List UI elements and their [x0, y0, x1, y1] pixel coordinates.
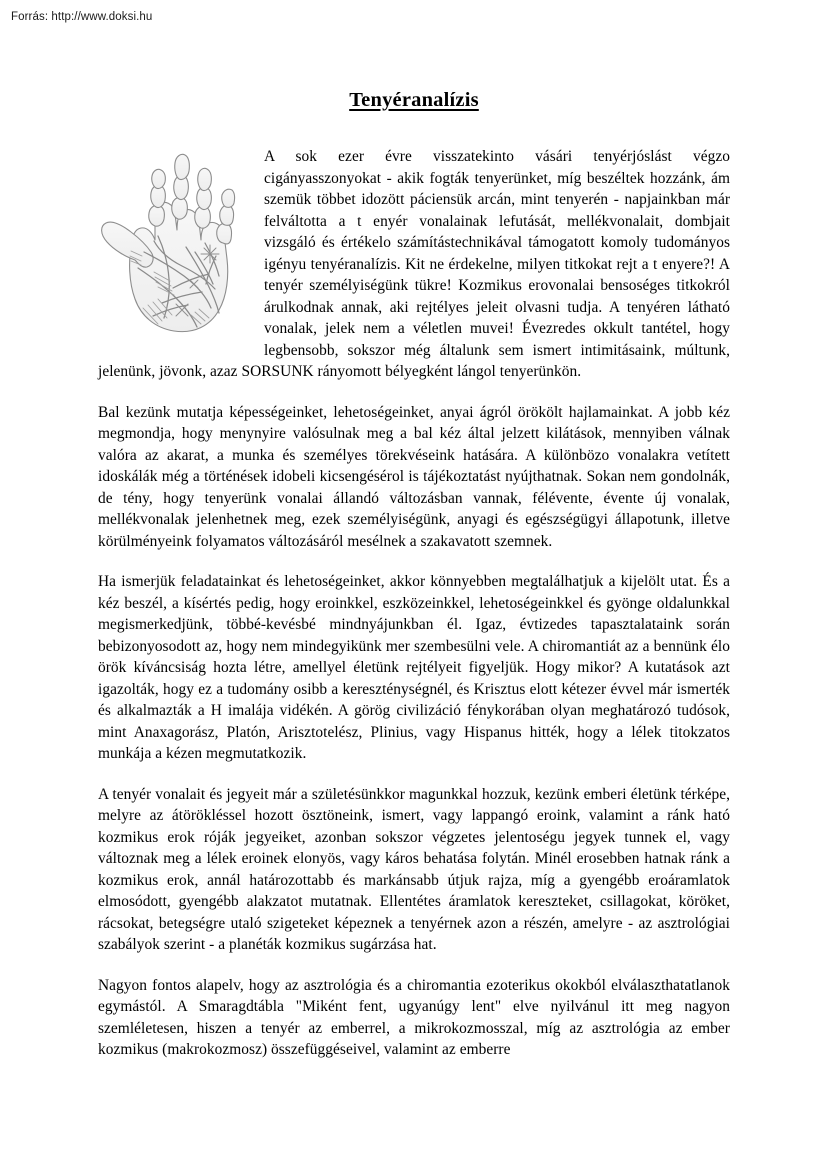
paragraph-5: Nagyon fontos alapelv, hogy az asztrológia és a chiromantia ezoterikus okokból elválaszthatatlanok egymástól. A Smaragdtábla "Miként fent, ugyanúgy lent" elve nyilvánul itt meg nagyon szemléletesen, hiszen a tenyér az emberrel, a mikrokozmosszal, míg az asztrológia az ember kozmikus (makrokozmosz) összefüggéseivel, valamint az emberre: [98, 976, 730, 1058]
document-content: [98, 88, 730, 1061]
page-title-text: Tenyéranalízis: [349, 89, 479, 111]
paragraph-1: A sok ezer évre visszatekinto vásári tenyérjóslást végzo cigányasszonyokat - akik fogták tenyerünket, míg beszéltek hozzánk, ám szemük többet idozött páciensük arcán, mint tenyerén - napjainkban már felváltotta a t enyér vonalainak lefutását, mellékvonalait, dombjait vizsgáló és értékelo számítástechnikával támogatott komoly tudományos igényu tenyéranalízis. Kit ne érdekelne, milyen titkokat rejt a t enyere?! A tenyér személyiségünk tükre! Kozmikus erovonalai bensoséges titkokról árulkodnak annak, aki rejtélyes jeleit olvasni tudja. A tenyéren látható vonalak, jelek nem a véletlen muvei! Évezredes okkult tantétel, hogy legbensobb, sokszor még általunk sem ismert intimitásaink, múltunk, jelenünk, jövonk, azaz SORSUNK rányomott bélyegként lángol tenyerünkön.: [98, 148, 730, 380]
paragraph-4: A tenyér vonalait és jegyeit már a születésünkkor magunkkal hozzuk, kezünk emberi életünk térképe, melyre az átörökléssel hozott ösztöneink, ismert, vagy lappangó eroink, valamint a ránk ható kozmikus erok róják jegyeiket, azonban sokszor végzetes jelentoségu jegyek tunnek el, vagy változnak meg a lélek eroinek elonyös, vagy káros behatása folytán. Minél erosebben hatnak ránk a kozmikus erok, annál határozottabb és markánsabb útjuk rajza, míg a gyengébb eroáramlatok elmosódott, gyengébb alakzatot mutatnak. Ellentétes áramlatok kereszteket, csillagokat, köröket, rácsokat, betegségre utaló szigeteket képeznek a tenyérnek azon a részén, amelyre - az asztrológiai szabályok szerint - a planéták kozmikus sugárzása hat.: [98, 785, 730, 953]
palm-hand-illustration: [98, 148, 250, 350]
source-url-label: Forrás: http://www.doksi.hu: [11, 11, 153, 23]
paragraph-2: Bal kezünk mutatja képességeinket, lehetoségeinket, anyai ágról örökölt hajlamainkat. A jobb kéz megmondja, hogy menynyire valósulnak meg a bal kéz által jelzett kilátások, mennyiben válnak valóra az akarat, a munka és személyes törekvéseink hatására. A különbözo vonalakra vetített idoskálák még a történések idobeli kicsengésérol is tájékoztatást nyújthatnak. Sokan nem gondolnák, de tény, hogy tenyerünk vonalai állandó változásban vannak, félévente, évente új vonalak, mellékvonalak jelenhetnek meg, ezek személyiségünk, anyagi és egészségügyi állapotunk, illetve körülményeink folyamatos változásáról mesélnek a szakavatott szemnek.: [98, 403, 730, 550]
paragraph-3: Ha ismerjük feladatainkat és lehetoségeinket, akkor könnyebben megtalálhatjuk a kijelölt utat. És a kéz beszél, a kísértés pedig, hogy eroinkkel, eszközeinkkel, lehetoségeinkkel és gyönge oldalunkkal megismerkedjünk, többé-kevésbé mindnyájunkban él. Igaz, évtizedes tapasztalataink során bebizonyosodott az, hogy nem mindegyikünk mer szembesülni vele. A chiromantiát az a bennünk élo örök kíváncsiság hozta létre, amellyel életünk rejtélyeit figyeljük. Hogy mikor? A kutatások azt igazolták, hogy ez a tudomány osibb a kereszténységnél, és Krisztus elott kétezer évvel már ismerték és alkalmazták a H imalája vidékén. A görög civilizáció fénykorában olyan meghatározó tudósok, mint Anaxagorász, Platón, Arisztotelész, Plinius, vagy Hispanus hitték, hogy a lélek titokzatos munkája a kézen megmutatkozik.: [98, 573, 730, 762]
page-title: [98, 88, 730, 112]
